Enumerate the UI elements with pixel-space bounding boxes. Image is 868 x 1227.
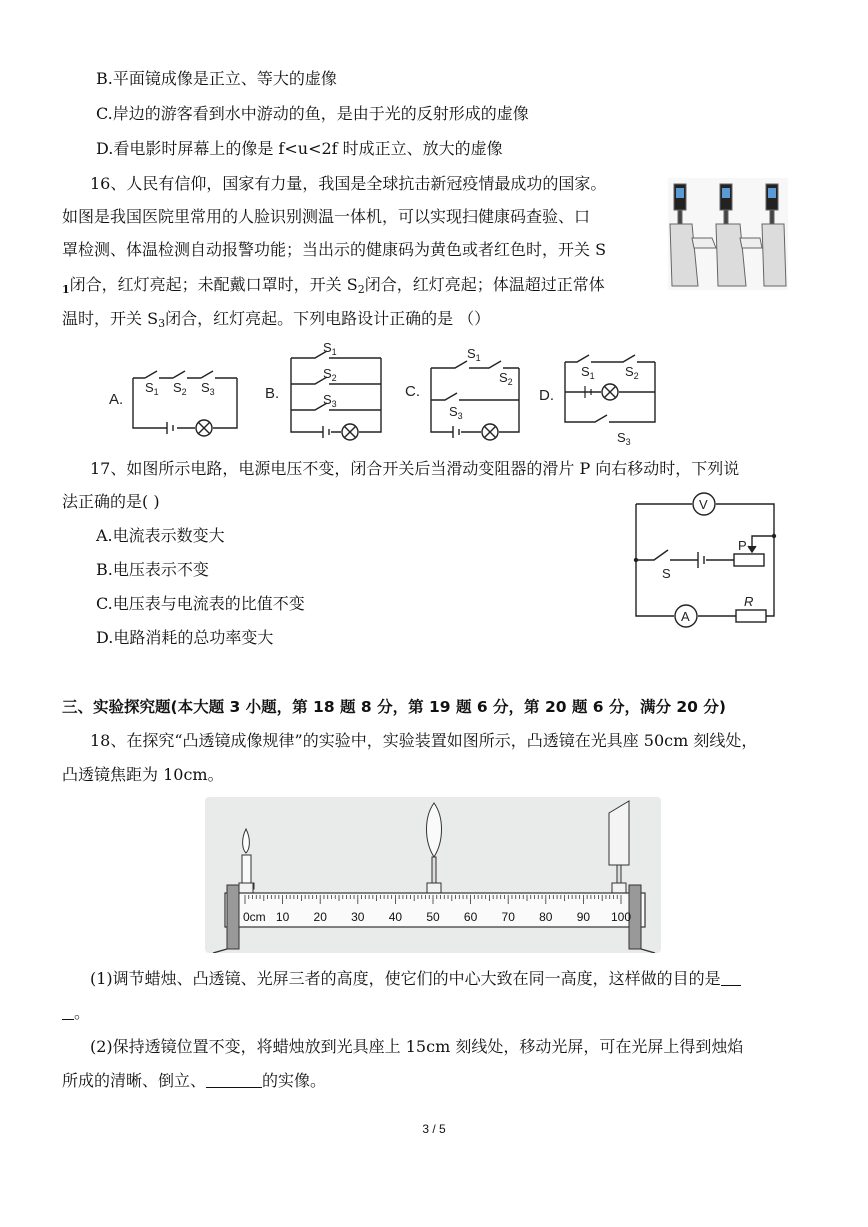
svg-text:S1: $S_1$ xyxy=(581,364,595,381)
ammeter-label: A xyxy=(681,609,690,624)
answer-blank-1a[interactable] xyxy=(721,971,741,986)
svg-text:S2: $S_2$ xyxy=(499,370,513,387)
page-number: 3 / 5 xyxy=(422,1122,446,1136)
ruler-label: 70 xyxy=(501,910,515,924)
optical-bench-figure xyxy=(205,797,661,953)
q16-stem-line2: 如图是我国医院里常用的人脸识别测温一体机，可以实现扫健康码查验、口 xyxy=(62,207,591,226)
q15-option-c: C.岸边的游客看到水中游动的鱼，是由于光的反射形成的虚像 xyxy=(96,104,529,123)
svg-text:S3: $S_3$ xyxy=(617,430,631,447)
face-recognition-gate-photo xyxy=(668,178,788,290)
svg-text:S2: $S_2$ xyxy=(323,366,337,383)
ruler-label: 20 xyxy=(313,910,327,924)
q17-option-a: A.电流表示数变大 xyxy=(96,526,225,545)
circuit-c-label: C. xyxy=(405,383,420,400)
q18-sub1-line2: 。 xyxy=(62,1002,90,1024)
ruler-label: 30 xyxy=(351,910,365,924)
answer-blank-1b[interactable] xyxy=(62,1005,74,1020)
voltmeter-label: V xyxy=(699,497,708,512)
q15-option-b: B.平面镜成像是正立、等大的虚像 xyxy=(96,69,337,88)
ruler-label: 100 xyxy=(610,910,632,924)
q16-stem-line4: $_1$闭合，红灯亮起；未配戴口罩时，开关 $S_2$闭合，红灯亮起；体温超过正常体 xyxy=(62,275,605,296)
svg-text:S3: $S_3$ xyxy=(323,392,337,409)
section3-heading: 三、实验探究题(本大题 3 小题，第 18 题 8 分，第 19 题 6 分，第 20 题 6 分，满分 20 分) xyxy=(62,698,726,716)
q17-stem-line2: 法正确的是( ) xyxy=(62,492,160,511)
circuit-b-label: B. xyxy=(265,385,280,402)
q17-circuit-diagram xyxy=(632,490,792,630)
q18-sub2-line2: 所成的清晰、倒立、 的实像。 xyxy=(62,1071,327,1090)
q16-stem-line1: 16、人民有信仰，国家有力量，我国是全球抗击新冠疫情最成功的国家。 xyxy=(90,174,607,193)
ruler-label: 80 xyxy=(539,910,553,924)
q18-stem-line2: 凸透镜焦距为 10cm。 xyxy=(62,765,224,784)
answer-blank-2[interactable] xyxy=(206,1073,262,1088)
circuit-a-label: A. xyxy=(109,391,124,408)
ruler-label: 60 xyxy=(463,910,478,924)
ruler-label: 40 xyxy=(388,910,403,924)
svg-text:S3: $S_3$ xyxy=(201,380,215,397)
q16-circuit-options xyxy=(105,340,665,450)
q18-sub2-line1: (2)保持透镜位置不变，将蜡烛放到光具座上 15cm 刻线处，移动光屏，可在光屏上得到烛焰 xyxy=(90,1037,744,1056)
svg-text:S1: $S_1$ xyxy=(467,346,481,363)
resistor-label: R xyxy=(744,594,754,609)
q17-option-d: D.电路消耗的总功率变大 xyxy=(96,628,274,647)
svg-text:S1: $S_1$ xyxy=(323,340,337,357)
slider-label: P xyxy=(738,538,747,553)
q17-option-c: C.电压表与电流表的比值不变 xyxy=(96,594,305,613)
svg-text:S1: $S_1$ xyxy=(145,380,159,397)
circuit-d-label: D. xyxy=(539,387,554,404)
q16-stem-line5: 温时，开关 $S_3$闭合，红灯亮起。下列电路设计正确的是 （） xyxy=(62,309,491,330)
ruler-label: 10 xyxy=(275,910,290,924)
svg-text:S3: $S_3$ xyxy=(449,404,463,421)
switch-label: S xyxy=(662,566,671,581)
q18-sub1-line1: (1)调节蜡烛、凸透镜、光屏三者的高度，使它们的中心大致在同一高度，这样做的目的是 xyxy=(90,968,741,990)
svg-text:S2: $S_2$ xyxy=(625,364,639,381)
ruler-label: 90 xyxy=(576,910,591,924)
q18-stem-line1: 18、在探究“凸透镜成像规律”的实验中，实验装置如图所示，凸透镜在光具座 50cm 刻线处， xyxy=(90,731,758,750)
svg-text:S2: $S_2$ xyxy=(173,380,187,397)
ruler-label: 0cm xyxy=(243,910,266,924)
q16-stem-line3: 罩检测、体温检测自动报警功能；当出示的健康码为黄色或者红色时，开关 S xyxy=(62,240,607,259)
q17-option-b: B.电压表示不变 xyxy=(96,560,209,579)
q17-stem-line1: 17、如图所示电路，电源电压不变，闭合开关后当滑动变阻器的滑片 P 向右移动时，下列说 xyxy=(90,459,740,478)
ruler-label: 50 xyxy=(426,910,440,924)
q15-option-d: D.看电影时屏幕上的像是 f<u<2f 时成正立、放大的虚像 xyxy=(96,139,503,158)
